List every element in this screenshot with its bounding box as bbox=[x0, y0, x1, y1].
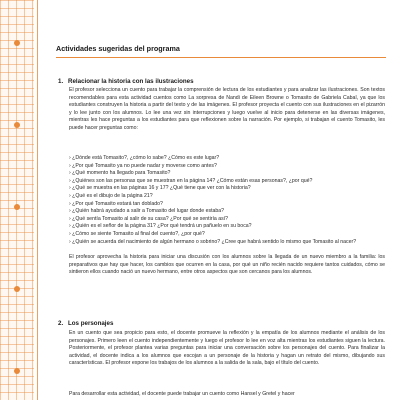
margin-dot bbox=[14, 122, 20, 128]
list-item: › ¿Quién habrá ayudado a salir a Tomasito del lugar donde estaba? bbox=[69, 208, 225, 215]
section-title: Relacionar la historia con las ilustraciones bbox=[68, 78, 194, 85]
list-item: › ¿Qué sentía Tomasito al salir de su casa? ¿Por qué se sentiría así? bbox=[69, 215, 229, 222]
list-item: › ¿Cómo se siente Tomasito al final del cuento?, ¿por qué? bbox=[69, 230, 205, 237]
list-item: › ¿Quién es el señor de la página 31? ¿Por qué tendrá un pañuelo en su boca? bbox=[69, 223, 252, 230]
margin-dot bbox=[14, 286, 20, 292]
list-item: › ¿Qué se muestra en las páginas 16 y 17? ¿Qué tiene que ver con la historia? bbox=[69, 185, 251, 192]
section-number: 1. bbox=[58, 78, 64, 85]
section-heading-2 bbox=[58, 320, 113, 327]
page-title: Actividades sugeridas del programa bbox=[56, 44, 180, 53]
section-number: 2. bbox=[58, 320, 64, 327]
margin-dot bbox=[14, 368, 20, 374]
margin-dot bbox=[14, 40, 20, 46]
margin-dot bbox=[14, 204, 20, 210]
question-list bbox=[69, 155, 385, 246]
section-heading-1 bbox=[58, 78, 194, 85]
section-1-closing: El profesor aprovecha la historia para iniciar una discusión con los alumnos sobre la llegada de un nuevo miembro a la familia: los preparativos que hay que hacer, los cambios que ocurren en la casa, por qué un niño recién nacido requiere tantos cuidados, cómo se sintieron ellos cuando nació un nuevo hermano, entre otros aspectos que son cercanos para los alumnos. bbox=[69, 254, 385, 276]
list-item: › ¿Por qué Tomasito estará tan doblado? bbox=[69, 200, 163, 207]
list-item: › ¿Quiénes son las personas que se muestran en la página 14? ¿Cómo están esas personas?, ¿por qué? bbox=[69, 177, 313, 184]
list-item: › ¿Qué momento ha llegado para Tomasito? bbox=[69, 170, 171, 177]
margin-rule bbox=[37, 0, 38, 400]
section-title: Los personajes bbox=[68, 320, 114, 327]
list-item: › ¿Dónde está Tomasito?, ¿cómo lo sabe? ¿Cómo es este lugar? bbox=[69, 155, 220, 161]
title-divider bbox=[56, 57, 386, 58]
list-item: › ¿Por qué Tomasito ya no puede nadar y moverse como antes? bbox=[69, 162, 217, 169]
list-item: › ¿Qué es el dibujo de la página 21? bbox=[69, 192, 153, 199]
section-2-tail: Para desarrollar esta actividad, el docente puede trabajar un cuento como Hansel y Gretel y hacer bbox=[69, 391, 295, 397]
margin-grid-decoration bbox=[0, 0, 34, 400]
list-item: › ¿Quién se acuerda del nacimiento de algún hermano o sobrino? ¿Cree que habrá sentido lo mismo que Tomasito al nacer? bbox=[69, 238, 357, 245]
section-1-intro: El profesor selecciona un cuento para trabajar la comprensión de lectura de los estudiantes y para analizar las ilustraciones. Son textos recomendables para esta actividad cuentos como La sorpresa de Nandi de Eileen Browne o Tomasito de Gabriela Cabal, ya que los estudiantes construyen la historia a partir del texto y de las imágenes. El profesor proyecta el cuento con sus ilustraciones en el pizarrón y lo lee junto con los alumnos. Lo lee una vez sin interrupciones y luego vuelve al inicio para detenerse en las diversas imágenes, mientras les hace preguntas a los estudiantes para que reflexionen sobre la narración. Por ejemplo, si trabajan el cuento Tomasito, les puede hacer preguntas como: bbox=[69, 87, 385, 131]
section-2-intro: En un cuento que sea propicio para esto, el docente promueve la reflexión y la empatía de los alumnos mediante el análisis de los personajes. Primero leen el cuento independientemente y luego el profesor lo lee en voz alta mientras los estudiantes siguen la lectura. Posteriormente, el profesor plantea varias preguntas para iniciar una conversación sobre los personajes del cuento. Para finalizar la actividad, el docente indica a los alumnos que escojan a un personaje de la historia y hagan un retrato del mismo, dibujando sus características. El profesor expone los trabajos de los alumnos a la salida de la sala, bajo el título del cuento. bbox=[69, 330, 385, 367]
